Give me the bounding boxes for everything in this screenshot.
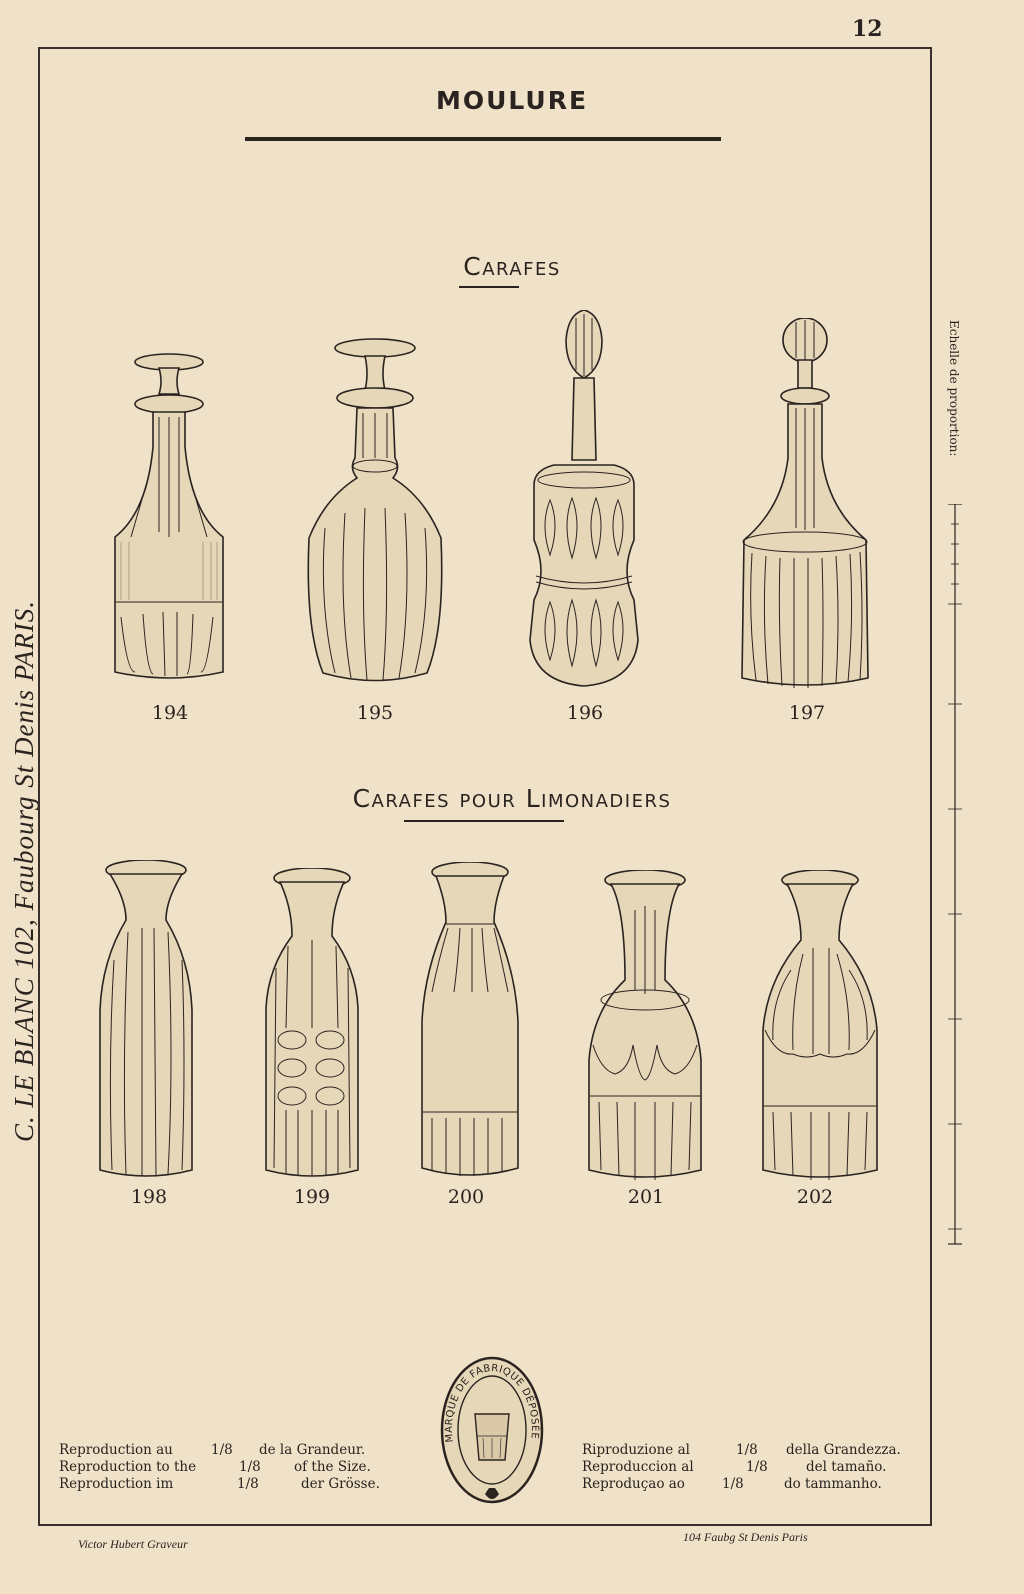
scale-label: Echelle de proportion: [947,320,961,457]
section-title-carafes-pour-limonadiers: Carafes pour Limonadiers [352,784,672,813]
item-number: 197 [788,702,826,724]
caption-left [59,1442,380,1493]
caption-right [582,1442,901,1493]
caption-text: of the Size. [294,1459,371,1475]
item-number: 201 [627,1186,665,1208]
page-title: MOULURE [435,86,589,115]
side-imprint: C. LE BLANC 102, Faubourg St Denis PARIS. [9,599,39,1142]
scale-ruler [948,504,962,1249]
caption-text: Reproduction au [59,1442,173,1458]
section-title-carafes: Carafes [463,252,561,281]
caption-text: della Grandezza. [786,1442,901,1458]
carafe-202 [757,870,883,1182]
carafe-199 [262,868,362,1180]
trademark-seal [437,1352,547,1516]
title-rule [245,137,721,141]
caption-fraction: 1/8 [239,1459,261,1475]
caption-fraction: 1/8 [746,1459,768,1475]
caption-text: Riproduzione al [582,1442,690,1458]
caption-text: Reproduction to the [59,1459,197,1475]
caption-fraction: 1/8 [211,1442,233,1458]
carafe-200 [418,862,522,1180]
carafe-195 [305,338,445,688]
caption-text: do tammanho. [784,1476,882,1492]
item-number: 194 [151,702,189,724]
carafe-201 [583,870,707,1182]
item-number: 200 [447,1186,485,1208]
item-number: 195 [356,702,394,724]
section-rule-carafes [459,286,519,288]
trademark-text: MARQUE DE FABRIQUE DÉPOSÉE [443,1362,541,1443]
page-number: 12 [852,16,883,42]
caption-text: der Grösse. [301,1476,380,1492]
caption-text: del tamaño. [806,1459,887,1475]
footer-address: 104 Faubg St Denis Paris [683,1530,808,1544]
caption-text: Reproduçao ao [582,1476,685,1492]
item-number: 196 [566,702,604,724]
caption-text: Reproduccion al [582,1459,694,1475]
item-number: 198 [130,1186,168,1208]
section-rule-limonadiers [404,820,564,822]
caption-fraction: 1/8 [736,1442,758,1458]
caption-fraction: 1/8 [722,1476,744,1492]
item-number: 199 [293,1186,331,1208]
item-number: 202 [796,1186,834,1208]
caption-text: Reproduction im [59,1476,174,1492]
carafe-198 [96,860,196,1180]
footer-engraver: Victor Hubert Graveur [78,1537,188,1551]
carafe-197 [738,318,872,690]
carafe-194 [107,352,231,684]
caption-text: de la Grandeur. [259,1442,366,1458]
carafe-196 [524,310,644,690]
caption-fraction: 1/8 [237,1476,259,1492]
